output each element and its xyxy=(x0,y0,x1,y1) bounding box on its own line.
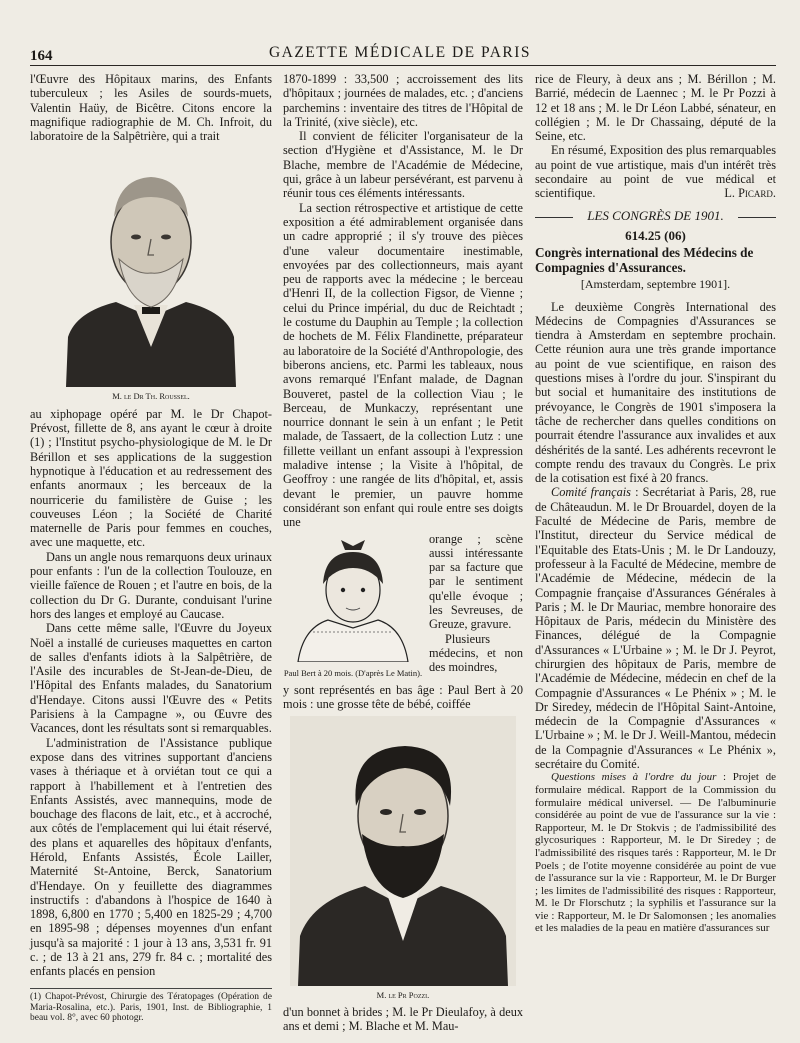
section-title: LES CONGRÈS DE 1901. xyxy=(535,209,776,223)
paragraph: La section rétrospective et artistique de cette exposition a été admirablement organisée dans un cadre approprié ; il s'y trouve des pièces d'une valeur documentaire inestimable, envoyées par des collectionneurs, mais ayant peu de rapports avec la médecine ; le berceau d'Henri II, de la collection Figsor, de Vienne ; celui du Prince impérial, du duc de Reichtadt ; le costume du Dauphin au Temple ; la collection de hochets de M. Félix Flandinette, préparateur au laboratoire de la Société d'Anthropologie, des biberons anciens, etc. Parmi les tableaux, nous avons remarqué l'Enfant malade, de Dagnan Bouveret, pastel de la collection Viau ; le Berceau, de Munkaczy, représentant une nourrice donnant le sein à un enfant ; le Petit malade, de Tassaert, de la collection Lutz : une fillette veillant un enfant assoupi à l'expression maladive intense ; la Visite à l'hôpital, de Geoffroy : une rangée de lits d'hôpital, et, assis devant le premier, un pauvre homme considérant son enfant qui roule entre ses doigts une xyxy=(283,200,523,530)
classification-code: 614.25 (06) xyxy=(625,227,686,243)
paragraph: rice de Fleury, à deux ans ; M. Bérillon ; M. Barrié, médecin de Laennec ; M. le Pr Pozzi à 12 et 18 ans ; M. le Dr Léon Labbé, sénateur, en collégien ; M. le Dr Chassaing, député de la Seine, etc. xyxy=(535,72,776,144)
paragraph: Le deuxième Congrès International des Médecins de Compagnies d'Assurances se tiendra à Amsterdam en septembre prochain. Cette réunion aura une très grande importance au point de vue scientifique, en raison des questions mises à l'ordre du jour. S'inspirant du but social et humanitaire des institutions de prévoyance, le Congrès de 1901 s'imposera la tâche de rechercher dans quelles conditions on pourrait étendre l'assurance aux invalides et aux déshérités de la santé. Les adhérents recevront le compte rendu des travaux du Congrès. Le prix de la cotisation est fixé à 20 francs. xyxy=(535,299,776,486)
paragraph: Dans cette même salle, l'Œuvre du Joyeux Noël a installé de curieuses maquettes en carton de salles d'enfants idiots à la Salpêtrière, de l'Asile des incurables de St-Jean-de-Dieu, de l'Hôpital des Enfants malades, du Sanatorium d'Hendaye. Citons aussi l'Œuvre des « Petits Parisiens à la Campagne », ou Œuvre des Vacances, dont les résultats sont si remarquables. xyxy=(30,621,272,736)
portrait-roussel-image xyxy=(56,147,246,387)
paragraph-lead: Questions mises à l'ordre du jour xyxy=(551,771,717,784)
paragraph xyxy=(535,485,776,771)
column-right xyxy=(535,72,776,935)
paragraph-text: : Projet de formulaire médical. Rapport de la Commission du formulaire médical universel. — De l'albuminurie considérée au point de vue de l'assurance sur la vie : Rapporteur, M. le Dr Stokvis ; de l'admissibilité des glycosuriques : Rapporteur, M. le Dr Siredey ; de l'admissibilité des risques tarés : Rapporteur, M. le Dr Poels ; de l'otite moyenne considérée au point de vue de l'assurance sur la vie : Rapporteur, M. le Dr Burger ; les limites de l'admissibilité des risques : Rapporteur, M. le Dr Florschutz ; la syphilis et l'assurance sur la vie : Rapporteur, M. le Dr Salomonsen ; les anomalies et les maladies de la peau en matière d'assurances sur xyxy=(535,771,776,935)
figure-caption: M. le Dr Th. Roussel. xyxy=(112,391,190,402)
paragraph: Il convient de féliciter l'organisateur de la section d'Hygiène et d'Assistance, M. le Dr Blache, membre de l'Académie de Médecine, qui, grâce à un labeur persévérant, est parvenu à réunir tous ces éléments intéressants. xyxy=(283,129,523,201)
paragraph: Dans un angle nous remarquons deux urinaux pour enfants : l'un de la collection Toulouze, en vieille faïence de Rouen ; et l'autre en bois, de la collection du Dr G. Durante, conduisant l'urine hors des langes et employé au Caucase. xyxy=(30,549,272,621)
figure-caption: Paul Bert à 20 mois. (D'après Le Matin). xyxy=(283,667,423,678)
portrait-paul-bert-image xyxy=(283,532,423,662)
footnote: (1) Chapot-Prévost, Chirurgie des Tératopages (Opération de Maria-Rosalina, etc.). Paris, 1901, Inst. de Bibliographie, 1 beau vol. 8°, avec 60 photogr. xyxy=(30,988,272,1024)
header-rule xyxy=(30,65,776,66)
figure-caption: M. le Pr Pozzi. xyxy=(376,989,430,1000)
journal-title: GAZETTE MÉDICALE DE PARIS xyxy=(268,44,532,61)
paragraph-text: En résumé, Exposition des plus remarquables au point de vue artistique, mais d'un intérêt très secondaire au point de vue médical et scientifique. xyxy=(535,143,776,201)
paragraph: y sont représentés en bas âge : Paul Bert à 20 mois : une grosse tête de bébé, coiffée xyxy=(283,683,523,712)
paragraph: L'administration de l'Assistance publique expose dans des vitrines supportant d'anciens vases à thériaque et à orviétan tout ce qui a rapport à l'habillement et à l'entretien des Enfants Assistés, avec mannequins, mode de bouchage des flacons de lait, etc., et à accroché, aux côtés de l'emplacement qui lui était réservé, des plans et aquarelles des hôpitaux d'enfants, Hérold, Enfants Assistés, École Lailler, Maternité St-Antoine, Berck, Sanatorium d'Hendaye. On y feuillette des diagrammes instructifs : d'abandons à l'hospice de 1640 à 1898, 6,800 en 1770 ; 5,400 en 1825-29 ; 4,700 en 1895-98 ; dépenses moyennes d'un enfant jusqu'à sa majorité : 1 jour à 13 ans, 3,531 fr. 91 c. ; de 13 à 21 ans, 279 fr. 84 c. ; mortalité des enfants placés en pension xyxy=(30,735,272,979)
portrait-pozzi-image xyxy=(290,716,516,986)
signature: L. Picard. xyxy=(724,186,776,201)
column-left xyxy=(30,72,272,979)
page-number: 164 xyxy=(30,48,53,64)
paragraph: 1870-1899 : 33,500 ; accroissement des lits d'hôpitaux ; journées de malades, etc. ; d'anciens parchemins : inventaire des titres de l'Hôpital de la Trinité, (xive siècle), etc. xyxy=(283,72,523,129)
paragraph: au xiphopage opéré par M. le Dr Chapot-Prévost, fillette de 8, ans ayant le cœur à droite (1) ; l'Institut psycho-physiologique de M. le Dr Bérillon et ses applications de la suggestion hypnotique à l'éducation et au redressement des enfants anormaux ; les berceaux de la nourricerie du familistère de Guise ; les couveuses Léon ; la Société de Charité maternelle de Paris pour femmes en couches, avec une maquette, etc. xyxy=(30,406,272,550)
page-header xyxy=(0,0,800,62)
paragraph: orange ; scène aussi intéressante par sa facture que par le sentiment qu'elle évoque ; les Sevreuses, de Greuze, gravure. xyxy=(429,531,523,632)
article-heading: Congrès international des Médecins de Compagnies d'Assurances. xyxy=(535,245,754,276)
paragraph: Plusieurs médecins, et non des moindres, xyxy=(429,631,523,675)
paragraph: d'un bonnet à brides ; M. le Pr Dieulafoy, à deux ans et demi ; M. Blache et M. Mau- xyxy=(283,1004,523,1034)
paragraph xyxy=(535,143,776,200)
paragraph xyxy=(535,771,776,935)
paragraph-lead: Comité français xyxy=(551,485,631,500)
column-middle xyxy=(283,72,523,1034)
article-date: [Amsterdam, septembre 1901]. xyxy=(580,277,731,292)
paragraph: l'Œuvre des Hôpitaux marins, des Enfants tuberculeux ; les Asiles de sourds-muets, Valentin Haüy, de Bicêtre. Citons encore la magnifique radiographie de M. Ch. Infroit, du laboratoire de la Salpêtrière, qui a trait xyxy=(30,72,272,144)
paragraph-text: : Secrétariat à Paris, 28, rue de Châteaudun. M. le Dr Brouardel, doyen de la Faculté de Médecine de Paris, membre de l'Institut, directeur du Service médical de l'Equitable des Etats-Unis ; M. le Dr Landouzy, professeur à la Faculté de Médecine, membre de l'Académie de Médecine, médecin de la Compagnie française d'Assurances Générales à Paris ; M. le Dr Mauriac, membre honoraire des Hôpitaux de Paris, médecin du Ministère des Finances, délégué de la Compagnie d'Assurances « L'Urbaine » ; M. le Dr J. Peyrot, chirurgien des hôpitaux de Paris, membre de l'Académie de Médecine, médecin en chef de la Compagnie d'Assurances « Le Phénix » ; M. le Dr Siredey, médecin de l'Hôpital Saint-Antoine, médecin de la Compagnie d'Assurances « L'Urbaine » ; M. le Dr J. Weill-Mantou, médecin de la Compagnie d'Assurances « Le Phénix », secrétaire du Comité. xyxy=(535,485,776,772)
